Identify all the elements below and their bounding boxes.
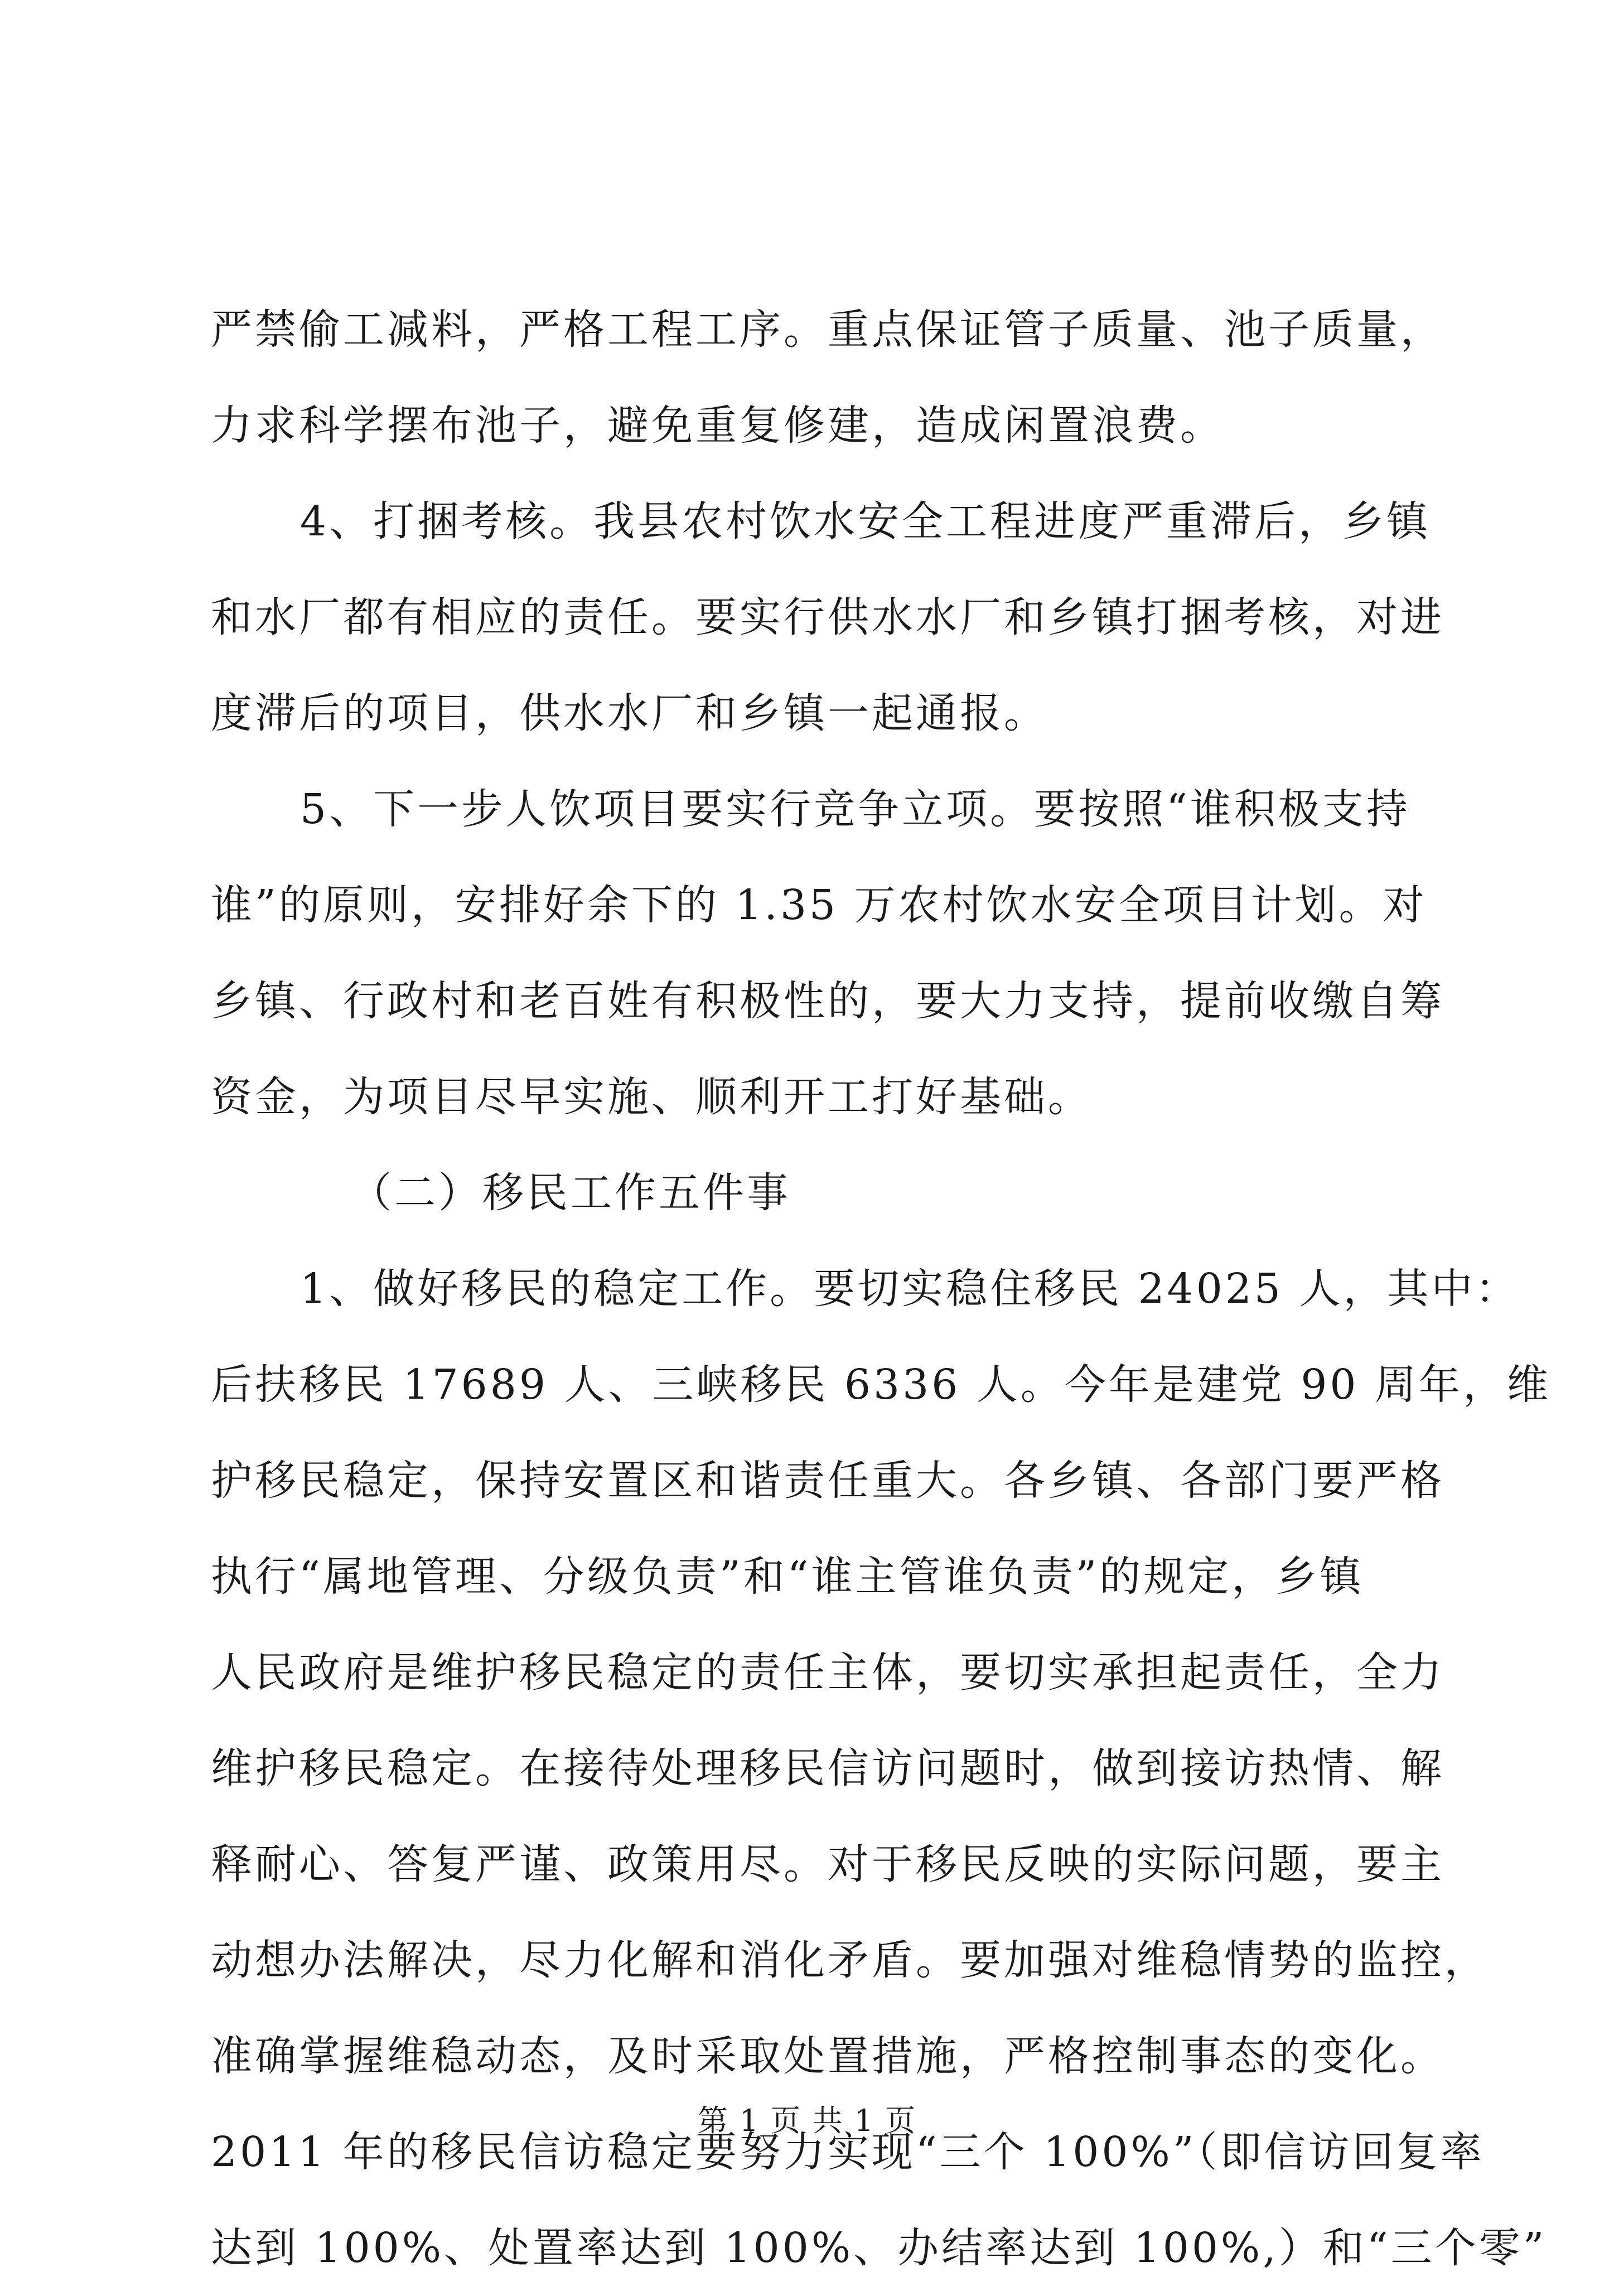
text-line: 2011 年的移民信访稳定要努力实现“三个 100%”（即信访回复率 [211,2128,1485,2176]
text-line: 谁”的原则，安排好余下的 1.35 万农村饮水安全项目计划。对 [211,881,1427,929]
text-line: 乡镇、行政村和老百姓有积极性的，要大力支持，提前收缴自筹 [211,977,1444,1025]
text-line: 释耐心、答复严谨、政策用尽。对于移民反映的实际问题，要主 [211,1840,1444,1888]
text-line: 严禁偷工减料，严格工程工序。重点保证管子质量、池子质量， [211,306,1444,354]
text-line: 准确掌握维稳动态，及时采取处置措施，严格控制事态的变化。 [211,2032,1444,2080]
text-line: 达到 100%、处置率达到 100%、办结率达到 100%,）和“三个零” [211,2224,1547,2272]
text-line: 动想办法解决，尽力化解和消化矛盾。要加强对维稳情势的监控， [211,1936,1489,1984]
text-line: 维护移民稳定。在接待处理移民信访问题时，做到接访热情、解 [211,1744,1444,1792]
text-line: 护移民稳定，保持安置区和谐责任重大。各乡镇、各部门要严格 [211,1457,1444,1505]
section-heading: （二）移民工作五件事 [350,1169,791,1217]
text-line: 后扶移民 17689 人、三峡移民 6336 人。今年是建党 90 周年，维 [211,1361,1552,1409]
text-line: 资金，为项目尽早实施、顺利开工打好基础。 [211,1073,1092,1121]
text-line: 度滞后的项目，供水水厂和乡镇一起通报。 [211,689,1048,737]
paragraph-heading-1: 1、做好移民的稳定工作。要切实稳住移民 24025 人，其中： [300,1265,1520,1313]
text-line: 和水厂都有相应的责任。要实行供水水厂和乡镇打捆考核，对进 [211,593,1444,641]
page-footer: 第 1 页 共 1 页 [697,2103,917,2138]
paragraph-heading-5: 5、下一步人饮项目要实行竞争立项。要按照“谁积极支持 [300,785,1410,833]
text-line: 执行“属地管理、分级负责”和“谁主管谁负责”的规定，乡镇 [211,1553,1364,1601]
document-body [211,282,1552,2296]
paragraph-heading-4: 4、打捆考核。我县农村饮水安全工程进度严重滞后，乡镇 [300,497,1431,545]
text-line: 力求科学摆布池子，避免重复修建，造成闲置浪费。 [211,402,1224,449]
text-line: 人民政府是维护移民稳定的责任主体，要切实承担起责任，全力 [211,1649,1444,1696]
